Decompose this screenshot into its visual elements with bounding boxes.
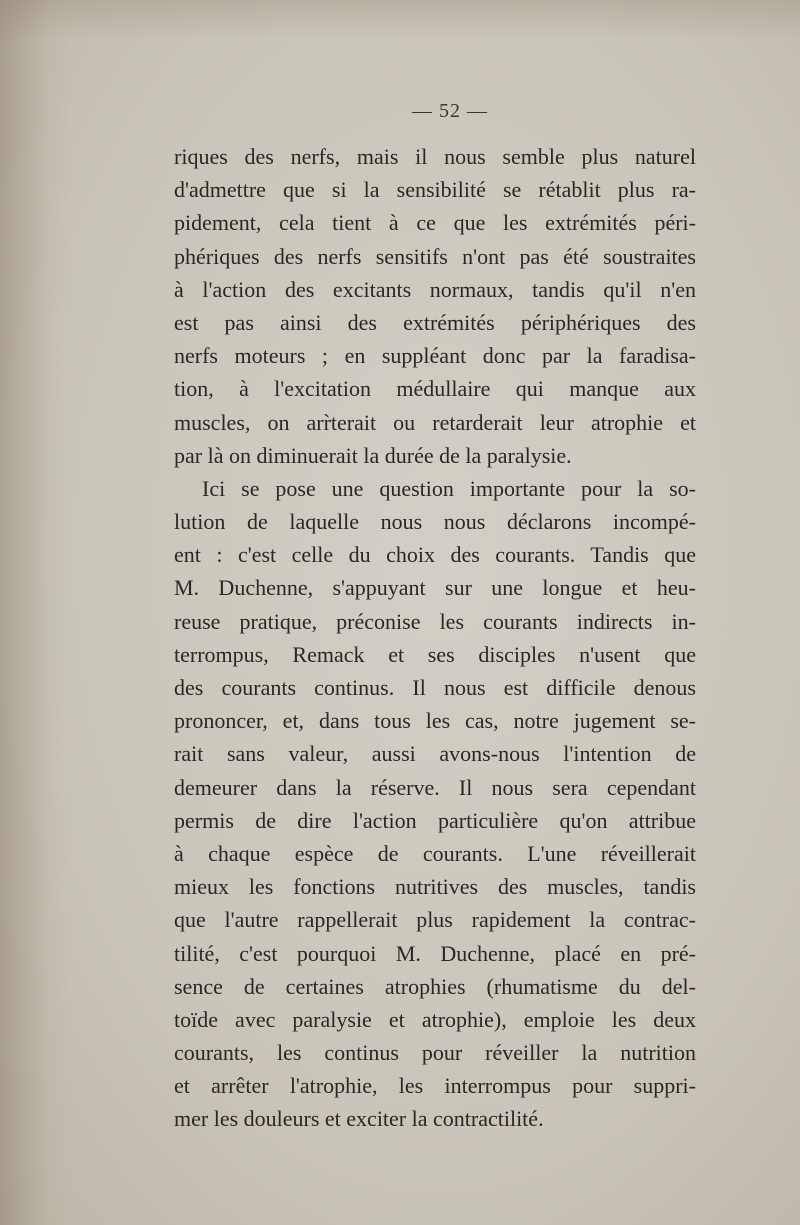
text-line: que l'autre rappellerait plus rapidement la contrac- <box>174 907 696 933</box>
text-line: par là on diminuerait la durée de la paralysie. <box>174 442 572 468</box>
text-line: tion, à l'excitation médullaire qui manque aux <box>174 376 696 402</box>
text-line: nerfs moteurs ; en suppléant donc par la faradisa- <box>174 343 696 369</box>
text-line: rait sans valeur, aussi avons-nous l'intention de <box>174 741 696 767</box>
text-line: tilité, c'est pourquoi M. Duchenne, placé en pré- <box>174 940 696 966</box>
text-line: est pas ainsi des extrémités périphériques des <box>174 309 696 335</box>
text-line: ent : c'est celle du choix des courants. Tandis que <box>174 542 696 568</box>
page-shadow-top <box>0 0 800 40</box>
text-line: mieux les fonctions nutritives des muscles, tandis <box>174 874 696 900</box>
text-line: M. Duchenne, s'appuyant sur une longue et heu- <box>174 575 696 601</box>
text-line: prononcer, et, dans tous les cas, notre jugement se- <box>174 708 696 734</box>
text-line: pidement, cela tient à ce que les extrémités péri- <box>174 210 696 236</box>
text-line: à l'action des excitants normaux, tandis qu'il n'en <box>174 276 696 302</box>
text-line: toïde avec paralysie et atrophie), emploie les deux <box>174 1006 696 1032</box>
text-line: des courants continus. Il nous est difficile denous <box>174 675 696 700</box>
text-line: mer les douleurs et exciter la contractilité. <box>174 1106 544 1132</box>
text-line: et arrêter l'atrophie, les interrompus pour suppri- <box>174 1073 696 1099</box>
text-line: sence de certaines atrophies (rhumatisme du del- <box>174 973 696 999</box>
body-text <box>174 140 696 1136</box>
text-line: lution de laquelle nous nous déclarons incompé- <box>174 509 696 535</box>
text-line: permis de dire l'action particulière qu'on attribue <box>174 807 696 833</box>
text-line: demeurer dans la réserve. Il nous sera cependant <box>174 774 696 800</box>
text-line: courants, les continus pour réveiller la nutrition <box>174 1040 696 1066</box>
text-line: à chaque espèce de courants. L'une réveillerait <box>174 840 696 866</box>
page-number: — 52 — <box>412 100 488 122</box>
page-shadow-left <box>0 0 70 1225</box>
text-line: d'admettre que si la sensibilité se rétablit plus ra- <box>174 177 696 203</box>
text-line: reuse pratique, préconise les courants indirects in- <box>174 608 696 634</box>
text-line: terrompus, Remack et ses disciples n'usent que <box>174 641 696 667</box>
text-line: muscles, on arr̀terait ou retarderait leur atrophie et <box>174 409 696 435</box>
text-line: riques des nerfs, mais il nous semble plus naturel <box>174 144 696 169</box>
text-line: Ici se pose une question importante pour la so- <box>202 475 696 501</box>
text-line: phériques des nerfs sensitifs n'ont pas été soustraites <box>174 243 696 269</box>
